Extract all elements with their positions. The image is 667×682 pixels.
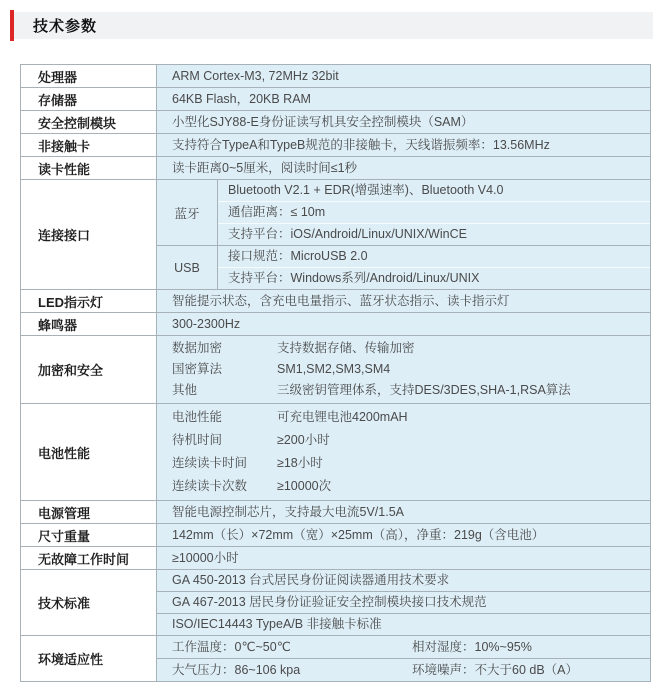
kv-value: 可充电锂电池4200mAH: [277, 410, 408, 424]
spec-row-memory: [21, 87, 650, 110]
spec-row-led: [21, 289, 650, 312]
kv-value: 三级密钥管理体系，支持DES/3DES,SHA-1,RSA算法: [277, 383, 571, 397]
interface-group-usb: [157, 245, 650, 289]
interface-line: 通信距离：≤ 10m: [218, 201, 650, 223]
page-title: 技术参数: [33, 18, 98, 35]
row-value: 小型化SJY88-E身份证读写机具安全控制模块（SAM）: [156, 111, 650, 133]
interface-sub-label: 蓝牙: [157, 180, 217, 245]
env-item: 大气压力：86~106 kpa: [172, 663, 301, 677]
standard-line: ISO/IEC14443 TypeA/B 非接触卡标准: [157, 613, 650, 635]
kv-line: [172, 380, 650, 401]
section-header: [10, 12, 653, 39]
spec-row-interface: [21, 179, 650, 289]
interface-groups: [156, 180, 650, 289]
kv-line: [172, 475, 650, 498]
row-label: 处理器: [21, 65, 156, 87]
row-label: 读卡性能: [21, 157, 156, 179]
spec-row-power: [21, 500, 650, 523]
spec-row-battery: [21, 403, 650, 500]
row-label: 尺寸重量: [21, 524, 156, 546]
spec-row-encryption: [21, 335, 650, 403]
interface-line: 接口规范：MicroUSB 2.0: [228, 249, 368, 263]
interface-group-bluetooth: [157, 180, 650, 245]
interface-line: 支持平台：iOS/Android/Linux/UNIX/WinCE: [218, 223, 650, 245]
kv-value: SM1,SM2,SM3,SM4: [277, 362, 391, 376]
kv-line: [172, 429, 650, 452]
row-label: 电源管理: [21, 501, 156, 523]
interface-lines: [217, 246, 650, 289]
kv-key: 国密算法: [172, 362, 223, 376]
row-value: 智能提示状态，含充电电量指示、蓝牙状态指示、读卡指示灯: [156, 290, 650, 312]
spec-row-security-module: [21, 110, 650, 133]
row-label: LED指示灯: [21, 290, 156, 312]
spec-row-mtbf: [21, 546, 650, 569]
row-label: 无故障工作时间: [21, 547, 156, 569]
row-value: 64KB Flash，20KB RAM: [156, 88, 650, 110]
row-label: 安全控制模块: [21, 111, 156, 133]
kv-key: 其他: [172, 383, 198, 397]
kv-value: ≥200小时: [277, 433, 330, 447]
kv-value: ≥18小时: [277, 456, 323, 470]
spec-row-processor: [21, 65, 650, 87]
interface-sub-label: USB: [157, 246, 217, 289]
kv-key: 连续读卡次数: [172, 479, 248, 493]
environment-row: [157, 658, 650, 681]
battery-details: [156, 404, 650, 500]
kv-line: [172, 452, 650, 475]
row-value: ARM Cortex-M3, 72MHz 32bit: [156, 65, 650, 87]
row-value: 142mm（长）×72mm（宽）×25mm（高），净重：219g（含电池）: [156, 524, 650, 546]
standard-line: GA 467-2013 居民身份证验证安全控制模块接口技术规范: [157, 591, 650, 613]
row-label: 蜂鸣器: [21, 313, 156, 335]
standard-line: GA 450-2013 台式居民身份证阅读器通用技术要求: [157, 570, 650, 591]
kv-key: 待机时间: [172, 433, 223, 447]
standards-lines: [156, 570, 650, 635]
row-label: 加密和安全: [21, 336, 156, 403]
spec-row-read-performance: [21, 156, 650, 179]
env-item: 环境噪声：不大于60 dB（A）: [412, 663, 579, 677]
interface-line: Bluetooth V2.1 + EDR(增强速率)、Bluetooth V4.0: [228, 183, 504, 197]
spec-table: [20, 64, 651, 682]
red-accent-bar: [10, 10, 14, 41]
row-label: 电池性能: [21, 404, 156, 500]
row-value: 读卡距离0~5厘米，阅读时间≤1秒: [156, 157, 650, 179]
row-label: 环境适应性: [21, 636, 156, 681]
row-value: 智能电源控制芯片，支持最大电流5V/1.5A: [156, 501, 650, 523]
row-value: 支持符合TypeA和TypeB规范的非接触卡，天线谐振频率：13.56MHz: [156, 134, 650, 156]
kv-key: 数据加密: [172, 341, 223, 355]
spec-row-buzzer: [21, 312, 650, 335]
kv-key: 连续读卡时间: [172, 456, 248, 470]
row-value: ≥10000小时: [156, 547, 650, 569]
row-label: 连接接口: [21, 180, 156, 289]
kv-line: [172, 406, 650, 429]
env-item: 工作温度：0℃~50℃: [172, 640, 291, 654]
row-label: 存储器: [21, 88, 156, 110]
kv-key: 电池性能: [172, 410, 223, 424]
row-label: 技术标准: [21, 570, 156, 635]
environment-rows: [156, 636, 650, 681]
spec-row-environment: [21, 635, 650, 681]
row-value: 300-2300Hz: [156, 313, 650, 335]
encryption-details: [156, 336, 650, 403]
kv-value: ≥10000次: [277, 479, 332, 493]
kv-line: [172, 338, 650, 359]
environment-row: [157, 636, 650, 658]
interface-lines: [217, 180, 650, 245]
spec-row-contactless-card: [21, 133, 650, 156]
kv-value: 支持数据存储、传输加密: [277, 341, 415, 355]
kv-line: [172, 359, 650, 380]
row-label: 非接触卡: [21, 134, 156, 156]
spec-row-dimensions: [21, 523, 650, 546]
interface-line: 支持平台：Windows系列/Android/Linux/UNIX: [218, 267, 650, 289]
spec-row-standards: [21, 569, 650, 635]
env-item: 相对湿度：10%~95%: [412, 640, 532, 654]
